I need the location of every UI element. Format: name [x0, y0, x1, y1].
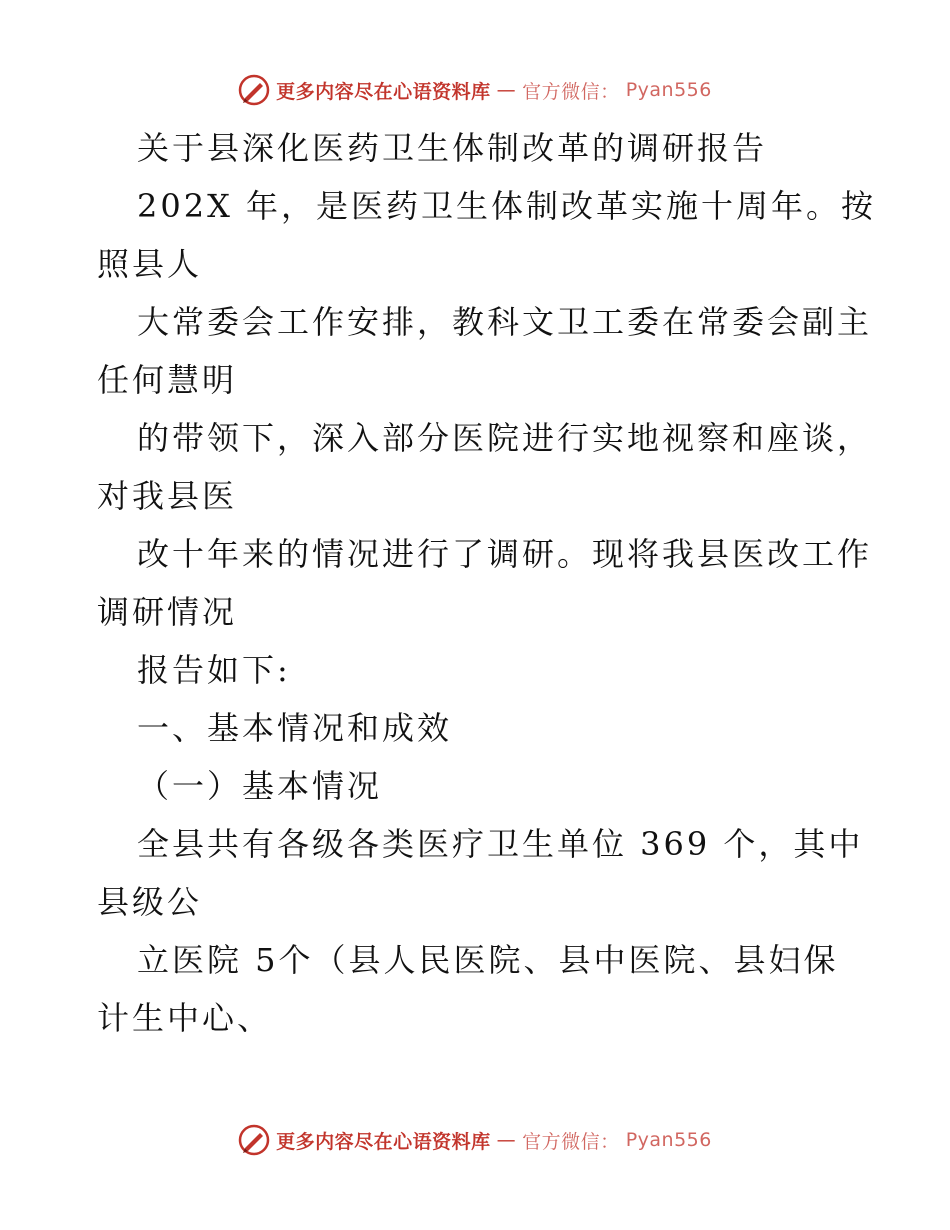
doc-line: 大常委会工作安排，教科文卫工委在常委会副主 — [137, 303, 873, 341]
doc-line: 对我县医 — [97, 477, 238, 515]
doc-line: 计生中心、 — [97, 999, 273, 1037]
doc-line: 立医院 5个（县人民医院、县中医院、县妇保 — [137, 941, 839, 979]
doc-line: 调研情况 — [97, 593, 238, 631]
doc-line: 改十年来的情况进行了调研。现将我县医改工作 — [137, 535, 873, 573]
watermark-dash: — — [496, 79, 517, 101]
doc-line: 县级公 — [97, 883, 203, 921]
doc-line: 任何慧明 — [97, 361, 238, 399]
watermark-main-text: 更多内容尽在心语资料库 — [276, 80, 491, 103]
watermark-official-label: 官方微信： — [522, 80, 620, 103]
watermark-wechat-id: Pyan556 — [625, 79, 712, 101]
doc-line: 的带领下，深入部分医院进行实地视察和座谈， — [137, 419, 873, 457]
doc-line: 报告如下: — [137, 651, 291, 689]
watermark-main-text: 更多内容尽在心语资料库 — [276, 1130, 491, 1153]
pen-logo-icon — [238, 1124, 270, 1156]
doc-line: 202X 年，是医药卫生体制改革实施十周年。按 — [137, 187, 877, 225]
watermark-header — [0, 70, 950, 110]
doc-line: 全县共有各级各类医疗卫生单位 369 个，其中 — [137, 825, 864, 863]
subsection-heading: （一）基本情况 — [137, 767, 383, 805]
watermark-official-label: 官方微信： — [522, 1130, 620, 1153]
section-heading: 一、基本情况和成效 — [137, 709, 453, 747]
watermark-dash: — — [496, 1129, 517, 1151]
doc-line: 照县人 — [97, 245, 203, 283]
pen-logo-icon — [238, 74, 270, 106]
watermark-footer — [0, 1120, 950, 1160]
watermark-wechat-id: Pyan556 — [625, 1129, 712, 1151]
doc-title: 关于县深化医药卫生体制改革的调研报告 — [137, 129, 768, 167]
